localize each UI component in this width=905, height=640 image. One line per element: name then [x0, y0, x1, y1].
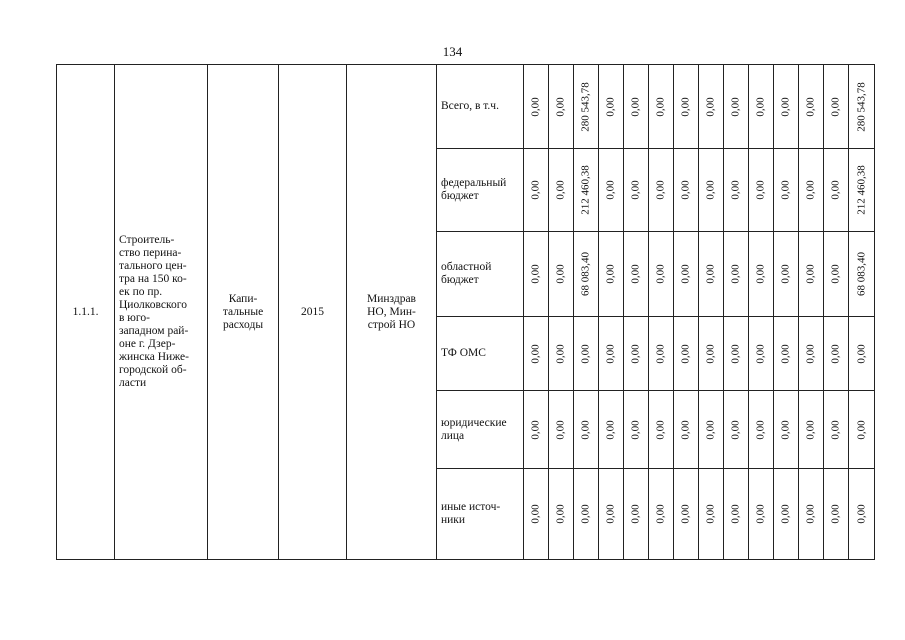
amount-value: 0,00: [654, 264, 667, 284]
amount-cell: [724, 65, 749, 149]
amount-value: 0,00: [579, 504, 592, 524]
text-line: тальные: [222, 305, 264, 318]
amount-value: 280 543,78: [579, 81, 592, 132]
amount-cell: [599, 469, 624, 560]
amount-cell: [524, 149, 549, 232]
funding-source-label: [437, 65, 524, 149]
amount-value: 0,00: [804, 264, 817, 284]
expense-type: [208, 65, 279, 560]
text-line: строй НО: [367, 318, 416, 331]
amount-cell: [524, 232, 549, 317]
amount-cell: [649, 149, 674, 232]
amount-cell: [674, 232, 699, 317]
amount-value: 0,00: [604, 180, 617, 200]
amount-cell: [824, 391, 849, 469]
funding-source-label: [437, 391, 524, 469]
amount-cell: [624, 65, 649, 149]
text-line: лица: [441, 429, 465, 442]
amount-value: 68 083,40: [579, 252, 592, 296]
amount-value: 0,00: [529, 180, 542, 200]
amount-cell: [524, 65, 549, 149]
amount-cell: [774, 149, 799, 232]
amount-cell: [849, 469, 875, 560]
text-line: Строитель-: [119, 234, 175, 246]
amount-cell: [774, 65, 799, 149]
amount-cell: [599, 149, 624, 232]
executor: [347, 65, 437, 560]
amount-cell: [724, 391, 749, 469]
amount-value: 0,00: [804, 343, 817, 364]
funding-source-label: [437, 149, 524, 232]
amount-cell: [699, 232, 724, 317]
item-number: 1.1.1.: [57, 65, 115, 560]
item-name: [115, 65, 208, 560]
amount-cell: [699, 65, 724, 149]
amount-cell: [549, 317, 574, 391]
text-line: юридические: [441, 416, 507, 429]
amount-cell: [774, 469, 799, 560]
amount-value: 0,00: [629, 264, 642, 284]
amount-value: 0,00: [579, 419, 592, 440]
amount-cell: [824, 149, 849, 232]
year: 2015: [279, 65, 347, 560]
amount-cell: [799, 469, 824, 560]
amount-cell: [599, 232, 624, 317]
amount-cell: [849, 317, 875, 391]
amount-cell: [649, 391, 674, 469]
amount-cell: [549, 469, 574, 560]
amount-cell: [574, 149, 599, 232]
amount-value: 0,00: [729, 264, 742, 284]
amount-value: 0,00: [855, 419, 867, 440]
text-line: иные источ-: [441, 501, 501, 513]
text-line: тра на 150 ко-: [119, 273, 187, 285]
amount-value: 0,00: [604, 96, 617, 117]
amount-value: 0,00: [529, 96, 542, 117]
amount-value: 0,00: [529, 264, 542, 284]
amount-cell: [749, 149, 774, 232]
amount-cell: [649, 469, 674, 560]
amount-value: 0,00: [779, 343, 792, 364]
amount-cell: [774, 391, 799, 469]
funding-source-label: [437, 232, 524, 317]
amount-value: 0,00: [754, 343, 767, 364]
amount-value: 0,00: [779, 96, 792, 117]
amount-cell: [699, 391, 724, 469]
amount-cell: [849, 232, 875, 317]
table-row: [57, 65, 875, 149]
amount-cell: [674, 317, 699, 391]
amount-value: 0,00: [554, 343, 567, 364]
amount-value: 0,00: [654, 419, 667, 440]
text-line: городской об-: [119, 364, 187, 376]
amount-value: 0,00: [654, 96, 667, 117]
amount-cell: [774, 232, 799, 317]
amount-cell: [799, 317, 824, 391]
amount-cell: [774, 317, 799, 391]
amount-cell: [574, 391, 599, 469]
amount-cell: [799, 149, 824, 232]
amount-value: 0,00: [529, 419, 542, 440]
amount-value: 0,00: [704, 504, 717, 524]
amount-value: 0,00: [554, 504, 567, 524]
amount-value: 0,00: [704, 419, 717, 440]
amount-value: 0,00: [554, 96, 567, 117]
amount-value: 0,00: [529, 343, 542, 364]
amount-cell: [749, 65, 774, 149]
amount-cell: [724, 149, 749, 232]
text-line: ласти: [119, 377, 147, 389]
amount-cell: [674, 391, 699, 469]
amount-value: 0,00: [779, 419, 792, 440]
amount-cell: [549, 149, 574, 232]
amount-value: 0,00: [679, 419, 692, 440]
amount-value: 0,00: [779, 504, 792, 524]
amount-value: 0,00: [754, 180, 767, 200]
text-line: областной: [441, 261, 492, 273]
text-line: жинска Ниже-: [119, 351, 189, 363]
amount-value: 0,00: [554, 264, 567, 284]
amount-cell: [549, 65, 574, 149]
amount-value: 0,00: [604, 504, 617, 524]
amount-value: 68 083,40: [855, 252, 867, 296]
amount-value: 0,00: [629, 504, 642, 524]
amount-cell: [549, 232, 574, 317]
amount-cell: [824, 65, 849, 149]
amount-cell: [649, 317, 674, 391]
amount-cell: [724, 232, 749, 317]
text-line: ек по пр.: [119, 286, 163, 298]
funding-source-label: [437, 317, 524, 391]
amount-value: 0,00: [654, 180, 667, 200]
amount-value: 0,00: [629, 343, 642, 364]
amount-cell: [624, 149, 649, 232]
amount-value: 0,00: [855, 504, 867, 524]
amount-value: 0,00: [529, 504, 542, 524]
amount-cell: [599, 317, 624, 391]
amount-cell: [524, 391, 549, 469]
amount-cell: [749, 232, 774, 317]
amount-value: 0,00: [629, 180, 642, 200]
amount-cell: [599, 65, 624, 149]
budget-table: [56, 64, 875, 560]
amount-value: 0,00: [729, 343, 742, 364]
amount-cell: [824, 317, 849, 391]
amount-value: 0,00: [754, 264, 767, 284]
amount-value: 0,00: [729, 504, 742, 524]
amount-cell: [799, 65, 824, 149]
amount-cell: [749, 391, 774, 469]
text-line: Циолковского: [119, 299, 187, 311]
amount-value: 0,00: [629, 419, 642, 440]
amount-cell: [749, 317, 774, 391]
amount-value: 0,00: [754, 504, 767, 524]
amount-value: 0,00: [779, 264, 792, 284]
amount-cell: [599, 391, 624, 469]
amount-cell: [624, 391, 649, 469]
page-number: 134: [442, 44, 463, 59]
amount-value: 0,00: [679, 180, 692, 200]
amount-cell: [624, 317, 649, 391]
amount-cell: [724, 317, 749, 391]
text-line: НО, Мин-: [367, 305, 416, 318]
amount-cell: [674, 469, 699, 560]
amount-cell: [674, 65, 699, 149]
amount-cell: [549, 391, 574, 469]
text-line: западном рай-: [119, 325, 189, 337]
text-line: ники: [441, 514, 466, 526]
amount-value: 0,00: [829, 264, 842, 284]
amount-value: 0,00: [679, 343, 692, 364]
amount-value: 0,00: [604, 343, 617, 364]
amount-value: 0,00: [829, 96, 842, 117]
text-line: Капи-: [228, 292, 258, 305]
text-line: Всего, в т.ч.: [441, 100, 499, 112]
amount-value: 0,00: [829, 504, 842, 524]
amount-cell: [699, 469, 724, 560]
amount-cell: [799, 391, 824, 469]
amount-value: 0,00: [754, 419, 767, 440]
amount-value: 0,00: [704, 96, 717, 117]
text-line: в юго-: [119, 312, 150, 324]
amount-value: 0,00: [704, 343, 717, 364]
amount-value: 0,00: [804, 96, 817, 117]
text-line: ство перина-: [119, 247, 182, 259]
amount-value: 0,00: [654, 504, 667, 524]
text-line: тального цен-: [119, 260, 187, 272]
text-line: бюджет: [441, 274, 479, 286]
amount-cell: [524, 317, 549, 391]
text-line: бюджет: [441, 190, 479, 202]
text-line: Минздрав: [366, 292, 416, 305]
amount-value: 0,00: [554, 180, 567, 200]
amount-cell: [849, 65, 875, 149]
amount-value: 0,00: [654, 343, 667, 364]
amount-value: 0,00: [829, 180, 842, 200]
amount-value: 0,00: [804, 180, 817, 200]
amount-value: 212 460,38: [855, 165, 867, 215]
amount-cell: [674, 149, 699, 232]
amount-cell: [824, 469, 849, 560]
amount-value: 0,00: [729, 180, 742, 200]
amount-cell: [699, 149, 724, 232]
amount-cell: [649, 232, 674, 317]
text-line: расходы: [222, 318, 264, 331]
amount-cell: [624, 469, 649, 560]
amount-value: 0,00: [729, 419, 742, 440]
amount-value: 0,00: [729, 96, 742, 117]
amount-cell: [849, 149, 875, 232]
amount-value: 0,00: [855, 343, 867, 364]
amount-cell: [574, 317, 599, 391]
amount-cell: [749, 469, 774, 560]
amount-value: 0,00: [704, 180, 717, 200]
amount-value: 212 460,38: [579, 165, 592, 215]
text-line: федеральный: [441, 177, 507, 189]
amount-cell: [574, 65, 599, 149]
amount-cell: [849, 391, 875, 469]
amount-value: 0,00: [679, 96, 692, 117]
amount-value: 0,00: [604, 419, 617, 440]
amount-value: 0,00: [629, 96, 642, 117]
amount-value: 0,00: [779, 180, 792, 200]
amount-cell: [699, 317, 724, 391]
amount-value: 0,00: [754, 96, 767, 117]
amount-cell: [824, 232, 849, 317]
amount-value: 0,00: [804, 504, 817, 524]
amount-cell: [649, 65, 674, 149]
amount-value: 0,00: [679, 504, 692, 524]
amount-value: 0,00: [829, 419, 842, 440]
amount-cell: [624, 232, 649, 317]
text-line: ТФ ОМС: [441, 347, 486, 359]
amount-value: 0,00: [829, 343, 842, 364]
amount-cell: [799, 232, 824, 317]
amount-value: 0,00: [804, 419, 817, 440]
amount-value: 0,00: [579, 343, 592, 364]
amount-value: 0,00: [704, 264, 717, 284]
amount-value: 280 543,78: [855, 81, 867, 132]
amount-cell: [574, 232, 599, 317]
amount-cell: [574, 469, 599, 560]
text-line: оне г. Дзер-: [119, 338, 176, 350]
amount-value: 0,00: [554, 419, 567, 440]
amount-cell: [524, 469, 549, 560]
amount-value: 0,00: [679, 264, 692, 284]
funding-source-label: [437, 469, 524, 560]
amount-cell: [724, 469, 749, 560]
amount-value: 0,00: [604, 264, 617, 284]
